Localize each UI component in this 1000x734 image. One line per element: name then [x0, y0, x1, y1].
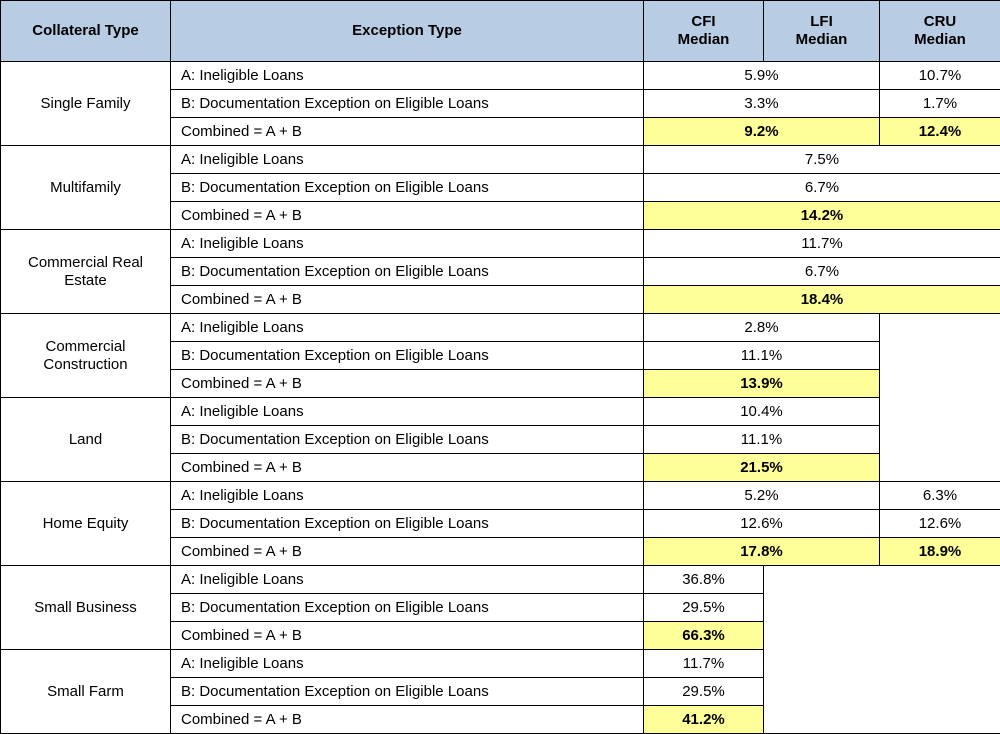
header-row — [1, 1, 1000, 62]
table-row — [1, 146, 1000, 174]
median-value: 10.4% — [644, 398, 880, 426]
cru-median-value: 6.3% — [880, 482, 1000, 510]
median-value: 11.1% — [644, 426, 880, 454]
combined-median-value: 13.9% — [644, 370, 880, 398]
exception-label: Combined = A + B — [171, 370, 644, 398]
combined-cru-median-value: 18.9% — [880, 538, 1000, 566]
exception-label: A: Ineligible Loans — [171, 146, 644, 174]
collateral-cell: Multifamily — [1, 146, 171, 230]
combined-median-value: 21.5% — [644, 454, 880, 482]
header-collateral-type: Collateral Type — [1, 1, 171, 62]
header-cfi-median — [644, 1, 764, 62]
table-row — [1, 398, 1000, 426]
table-row — [1, 230, 1000, 258]
exception-label: B: Documentation Exception on Eligible Loans — [171, 510, 644, 538]
median-value: 6.7% — [644, 174, 1000, 202]
header-cru-median — [880, 1, 1000, 62]
exception-label: B: Documentation Exception on Eligible Loans — [171, 678, 644, 706]
cfi-median-value: 36.8% — [644, 566, 764, 594]
exception-label: A: Ineligible Loans — [171, 314, 644, 342]
exception-label: A: Ineligible Loans — [171, 566, 644, 594]
median-value: 11.1% — [644, 342, 880, 370]
exception-label: B: Documentation Exception on Eligible Loans — [171, 426, 644, 454]
cru-median-value: 1.7% — [880, 90, 1000, 118]
cru-median-value: 12.6% — [880, 510, 1000, 538]
header-lfi-median — [764, 1, 880, 62]
exception-label: A: Ineligible Loans — [171, 62, 644, 90]
header-cfi-line1: CFI — [691, 13, 715, 30]
collateral-name-line2: Construction — [43, 356, 127, 373]
exception-label: B: Documentation Exception on Eligible Loans — [171, 258, 644, 286]
median-value: 12.6% — [644, 510, 880, 538]
exception-label: Combined = A + B — [171, 286, 644, 314]
cru-median-value: 10.7% — [880, 62, 1000, 90]
exception-label: A: Ineligible Loans — [171, 398, 644, 426]
empty-cell — [880, 314, 1000, 482]
exception-label: A: Ineligible Loans — [171, 650, 644, 678]
combined-median-value: 14.2% — [644, 202, 1000, 230]
collateral-cell — [1, 314, 171, 398]
header-exception-type: Exception Type — [171, 1, 644, 62]
median-value: 11.7% — [644, 230, 1000, 258]
empty-cell — [764, 566, 1000, 734]
exception-label: B: Documentation Exception on Eligible Loans — [171, 342, 644, 370]
combined-median-value: 17.8% — [644, 538, 880, 566]
median-value: 3.3% — [644, 90, 880, 118]
table-row — [1, 62, 1000, 90]
collateral-cell: Small Business — [1, 566, 171, 650]
header-lfi-line2: Median — [796, 31, 848, 48]
collateral-cell — [1, 230, 171, 314]
median-value: 6.7% — [644, 258, 1000, 286]
header-cru-line2: Median — [914, 31, 966, 48]
exception-label: B: Documentation Exception on Eligible Loans — [171, 174, 644, 202]
header-cru-line1: CRU — [924, 13, 957, 30]
table-row — [1, 482, 1000, 510]
collateral-name-line2: Estate — [64, 272, 107, 289]
exception-label: A: Ineligible Loans — [171, 482, 644, 510]
exception-label: B: Documentation Exception on Eligible Loans — [171, 90, 644, 118]
collateral-cell: Home Equity — [1, 482, 171, 566]
exception-label: A: Ineligible Loans — [171, 230, 644, 258]
table-row — [1, 314, 1000, 342]
exception-label: Combined = A + B — [171, 454, 644, 482]
exception-label: Combined = A + B — [171, 538, 644, 566]
combined-cfi-median-value: 41.2% — [644, 706, 764, 734]
combined-cru-median-value: 12.4% — [880, 118, 1000, 146]
combined-median-value: 9.2% — [644, 118, 880, 146]
median-value: 5.2% — [644, 482, 880, 510]
combined-cfi-median-value: 66.3% — [644, 622, 764, 650]
table-row — [1, 566, 1000, 594]
collateral-cell: Small Farm — [1, 650, 171, 734]
exception-label: Combined = A + B — [171, 706, 644, 734]
header-lfi-line1: LFI — [810, 13, 833, 30]
combined-median-value: 18.4% — [644, 286, 1000, 314]
collateral-name-line1: Commercial Real — [28, 254, 143, 271]
median-value: 2.8% — [644, 314, 880, 342]
collateral-cell: Land — [1, 398, 171, 482]
cfi-median-value: 29.5% — [644, 594, 764, 622]
median-value: 5.9% — [644, 62, 880, 90]
exception-label: Combined = A + B — [171, 202, 644, 230]
exception-label: Combined = A + B — [171, 118, 644, 146]
median-value: 7.5% — [644, 146, 1000, 174]
header-cfi-line2: Median — [678, 31, 730, 48]
cfi-median-value: 29.5% — [644, 678, 764, 706]
collateral-name-line1: Commercial — [45, 338, 125, 355]
exception-label: Combined = A + B — [171, 622, 644, 650]
cfi-median-value: 11.7% — [644, 650, 764, 678]
exception-label: B: Documentation Exception on Eligible Loans — [171, 594, 644, 622]
collateral-cell: Single Family — [1, 62, 171, 146]
